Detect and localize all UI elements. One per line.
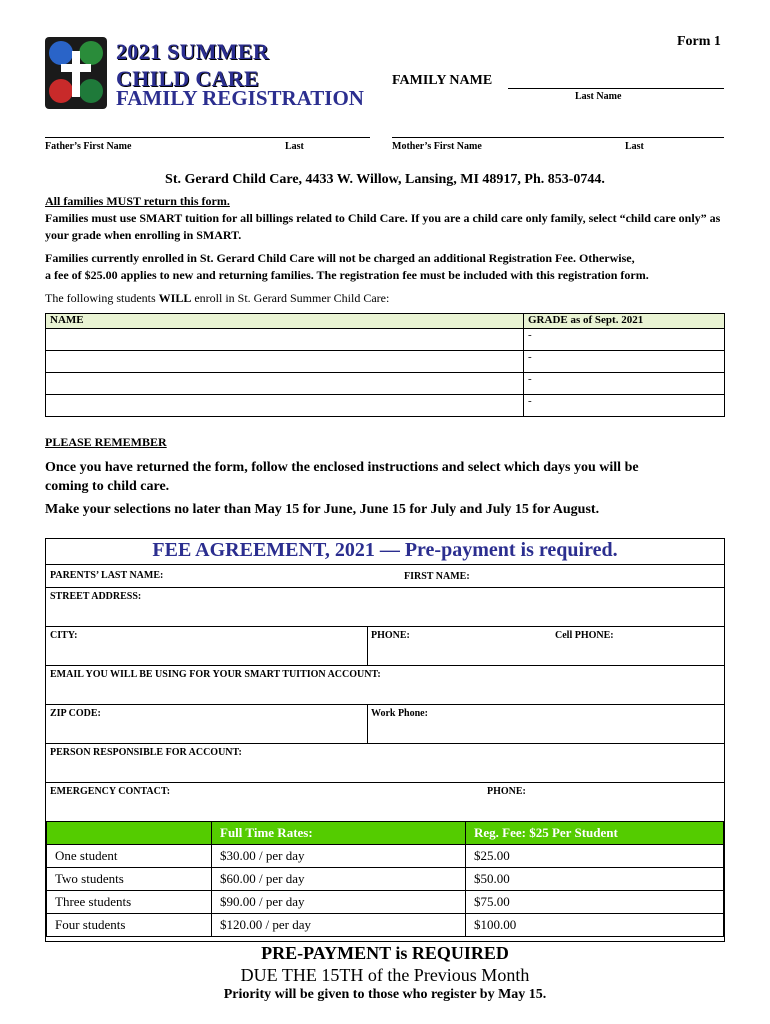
fee-cell: $50.00 — [466, 868, 724, 891]
col-grade-header: GRADE as of Sept. 2021 — [524, 314, 725, 329]
logo-green-quadrant — [79, 41, 103, 65]
logo-red-quadrant — [49, 79, 73, 103]
student-name-cell[interactable] — [46, 351, 524, 373]
divider — [367, 704, 368, 743]
divider — [46, 626, 724, 627]
students-table-header — [46, 314, 725, 329]
emergency-contact-label: EMERGENCY CONTACT: — [50, 786, 171, 797]
father-name-field[interactable] — [45, 137, 370, 138]
students-intro-after: enroll in St. Gerard Summer Child Care: — [191, 291, 390, 305]
divider — [46, 564, 724, 565]
fee-cell: $100.00 — [466, 914, 724, 937]
students-intro-will: WILL — [158, 291, 192, 305]
must-return-note: All families MUST return this form. — [45, 194, 230, 208]
zip-code-label: ZIP CODE: — [50, 708, 101, 719]
table-row — [46, 395, 725, 417]
students-count-cell: Three students — [47, 891, 212, 914]
table-row — [46, 329, 725, 351]
logo-cross-vertical — [72, 51, 80, 97]
students-intro-before: The following students — [45, 291, 159, 305]
family-name-label: FAMILY NAME — [392, 73, 493, 88]
divider — [367, 626, 368, 665]
city-label: CITY: — [50, 630, 78, 641]
prepay-required: PRE-PAYMENT is REQUIRED — [261, 943, 509, 963]
fee-agreement-box — [45, 538, 725, 942]
parents-last-name-label: PARENTS’ LAST NAME: — [50, 570, 164, 581]
work-phone-label: Work Phone: — [371, 708, 428, 719]
family-name-field[interactable] — [508, 88, 724, 89]
reminder-line-3: Make your selections no later than May 15 for June, June 15 for July and July 15 for August. — [45, 502, 600, 517]
first-name-label: FIRST NAME: — [404, 571, 470, 582]
student-grade-cell[interactable]: - — [524, 395, 725, 417]
divider — [46, 665, 724, 666]
logo-cross-horizontal — [61, 64, 91, 72]
table-row — [46, 351, 725, 373]
emergency-phone-label: PHONE: — [487, 786, 526, 797]
rate-cell: $120.00 / per day — [212, 914, 466, 937]
rate-cell: $90.00 / per day — [212, 891, 466, 914]
reminder-line-2: coming to child care. — [45, 479, 170, 494]
logo-darkgreen-quadrant — [79, 79, 103, 103]
title-line-1: 2021 SUMMER — [116, 39, 270, 64]
father-first-caption: Father’s First Name — [45, 141, 132, 152]
table-row — [47, 914, 724, 937]
due-date-note: DUE THE 15TH of the Previous Month — [240, 965, 530, 985]
divider — [46, 704, 724, 705]
responsible-label: PERSON RESPONSIBLE FOR ACCOUNT: — [50, 747, 242, 758]
students-table — [45, 313, 725, 417]
logo-blue-quadrant — [49, 41, 73, 65]
student-grade-cell[interactable]: - — [524, 351, 725, 373]
smart-tuition-note: Families must use SMART tuition for all billings related to Child Care. If you are a child care only family, select “child care only” as your grade when enrolling in SMART. — [45, 211, 721, 242]
students-count-cell: One student — [47, 845, 212, 868]
reg-fee-header: Reg. Fee: $25 Per Student — [466, 822, 724, 845]
fee-note-line-1: Families currently enrolled in St. Gerard Child Care will not be charged an additional Registration Fee. Otherwise, — [45, 251, 635, 265]
subtitle: FAMILY REGISTRATION — [116, 86, 364, 110]
student-name-cell[interactable] — [46, 373, 524, 395]
table-row — [46, 373, 725, 395]
fee-cell: $75.00 — [466, 891, 724, 914]
cell-phone-label: Cell PHONE: — [555, 630, 614, 641]
student-name-cell[interactable] — [46, 395, 524, 417]
divider — [46, 743, 724, 744]
students-intro — [45, 291, 389, 306]
priority-note: Priority will be given to those who register by May 15. — [223, 987, 547, 1002]
fee-note-line-2: a fee of $25.00 applies to new and returning families. The registration fee must be included with this registration form. — [45, 268, 649, 282]
table-row — [47, 845, 724, 868]
phone-label: PHONE: — [371, 630, 410, 641]
street-address-label: STREET ADDRESS: — [50, 591, 142, 602]
last-name-caption: Last Name — [575, 91, 622, 102]
divider — [46, 587, 724, 588]
student-grade-cell[interactable]: - — [524, 373, 725, 395]
rate-cell: $60.00 / per day — [212, 868, 466, 891]
rates-header — [47, 822, 724, 845]
full-time-rates-header: Full Time Rates: — [212, 822, 466, 845]
mother-name-field[interactable] — [392, 137, 724, 138]
email-label: EMAIL YOU WILL BE USING FOR YOUR SMART TUITION ACCOUNT: — [50, 669, 381, 680]
fee-cell: $25.00 — [466, 845, 724, 868]
title — [116, 38, 269, 92]
fee-agreement-title: FEE AGREEMENT, 2021 — Pre-payment is required. — [152, 539, 618, 561]
mother-last-caption: Last — [625, 141, 644, 152]
student-name-cell[interactable] — [46, 329, 524, 351]
mother-first-caption: Mother’s First Name — [392, 141, 482, 152]
father-last-caption: Last — [285, 141, 304, 152]
rates-header-blank — [47, 822, 212, 845]
rates-table — [46, 821, 724, 937]
table-row — [47, 891, 724, 914]
reminder-line-1: Once you have returned the form, follow the enclosed instructions and select which days you will be — [45, 460, 639, 475]
address-line: St. Gerard Child Care, 4433 W. Willow, Lansing, MI 48917, Ph. 853-0744. — [165, 172, 605, 187]
rate-cell: $30.00 / per day — [212, 845, 466, 868]
students-count-cell: Four students — [47, 914, 212, 937]
title-line-2: CHILD CARE — [116, 66, 259, 91]
reminder-heading: PLEASE REMEMBER — [45, 435, 167, 449]
divider — [46, 782, 724, 783]
form-number: Form 1 — [677, 34, 721, 49]
table-row — [47, 868, 724, 891]
school-logo — [45, 37, 107, 109]
students-count-cell: Two students — [47, 868, 212, 891]
col-name-header: NAME — [46, 314, 524, 329]
student-grade-cell[interactable]: - — [524, 329, 725, 351]
